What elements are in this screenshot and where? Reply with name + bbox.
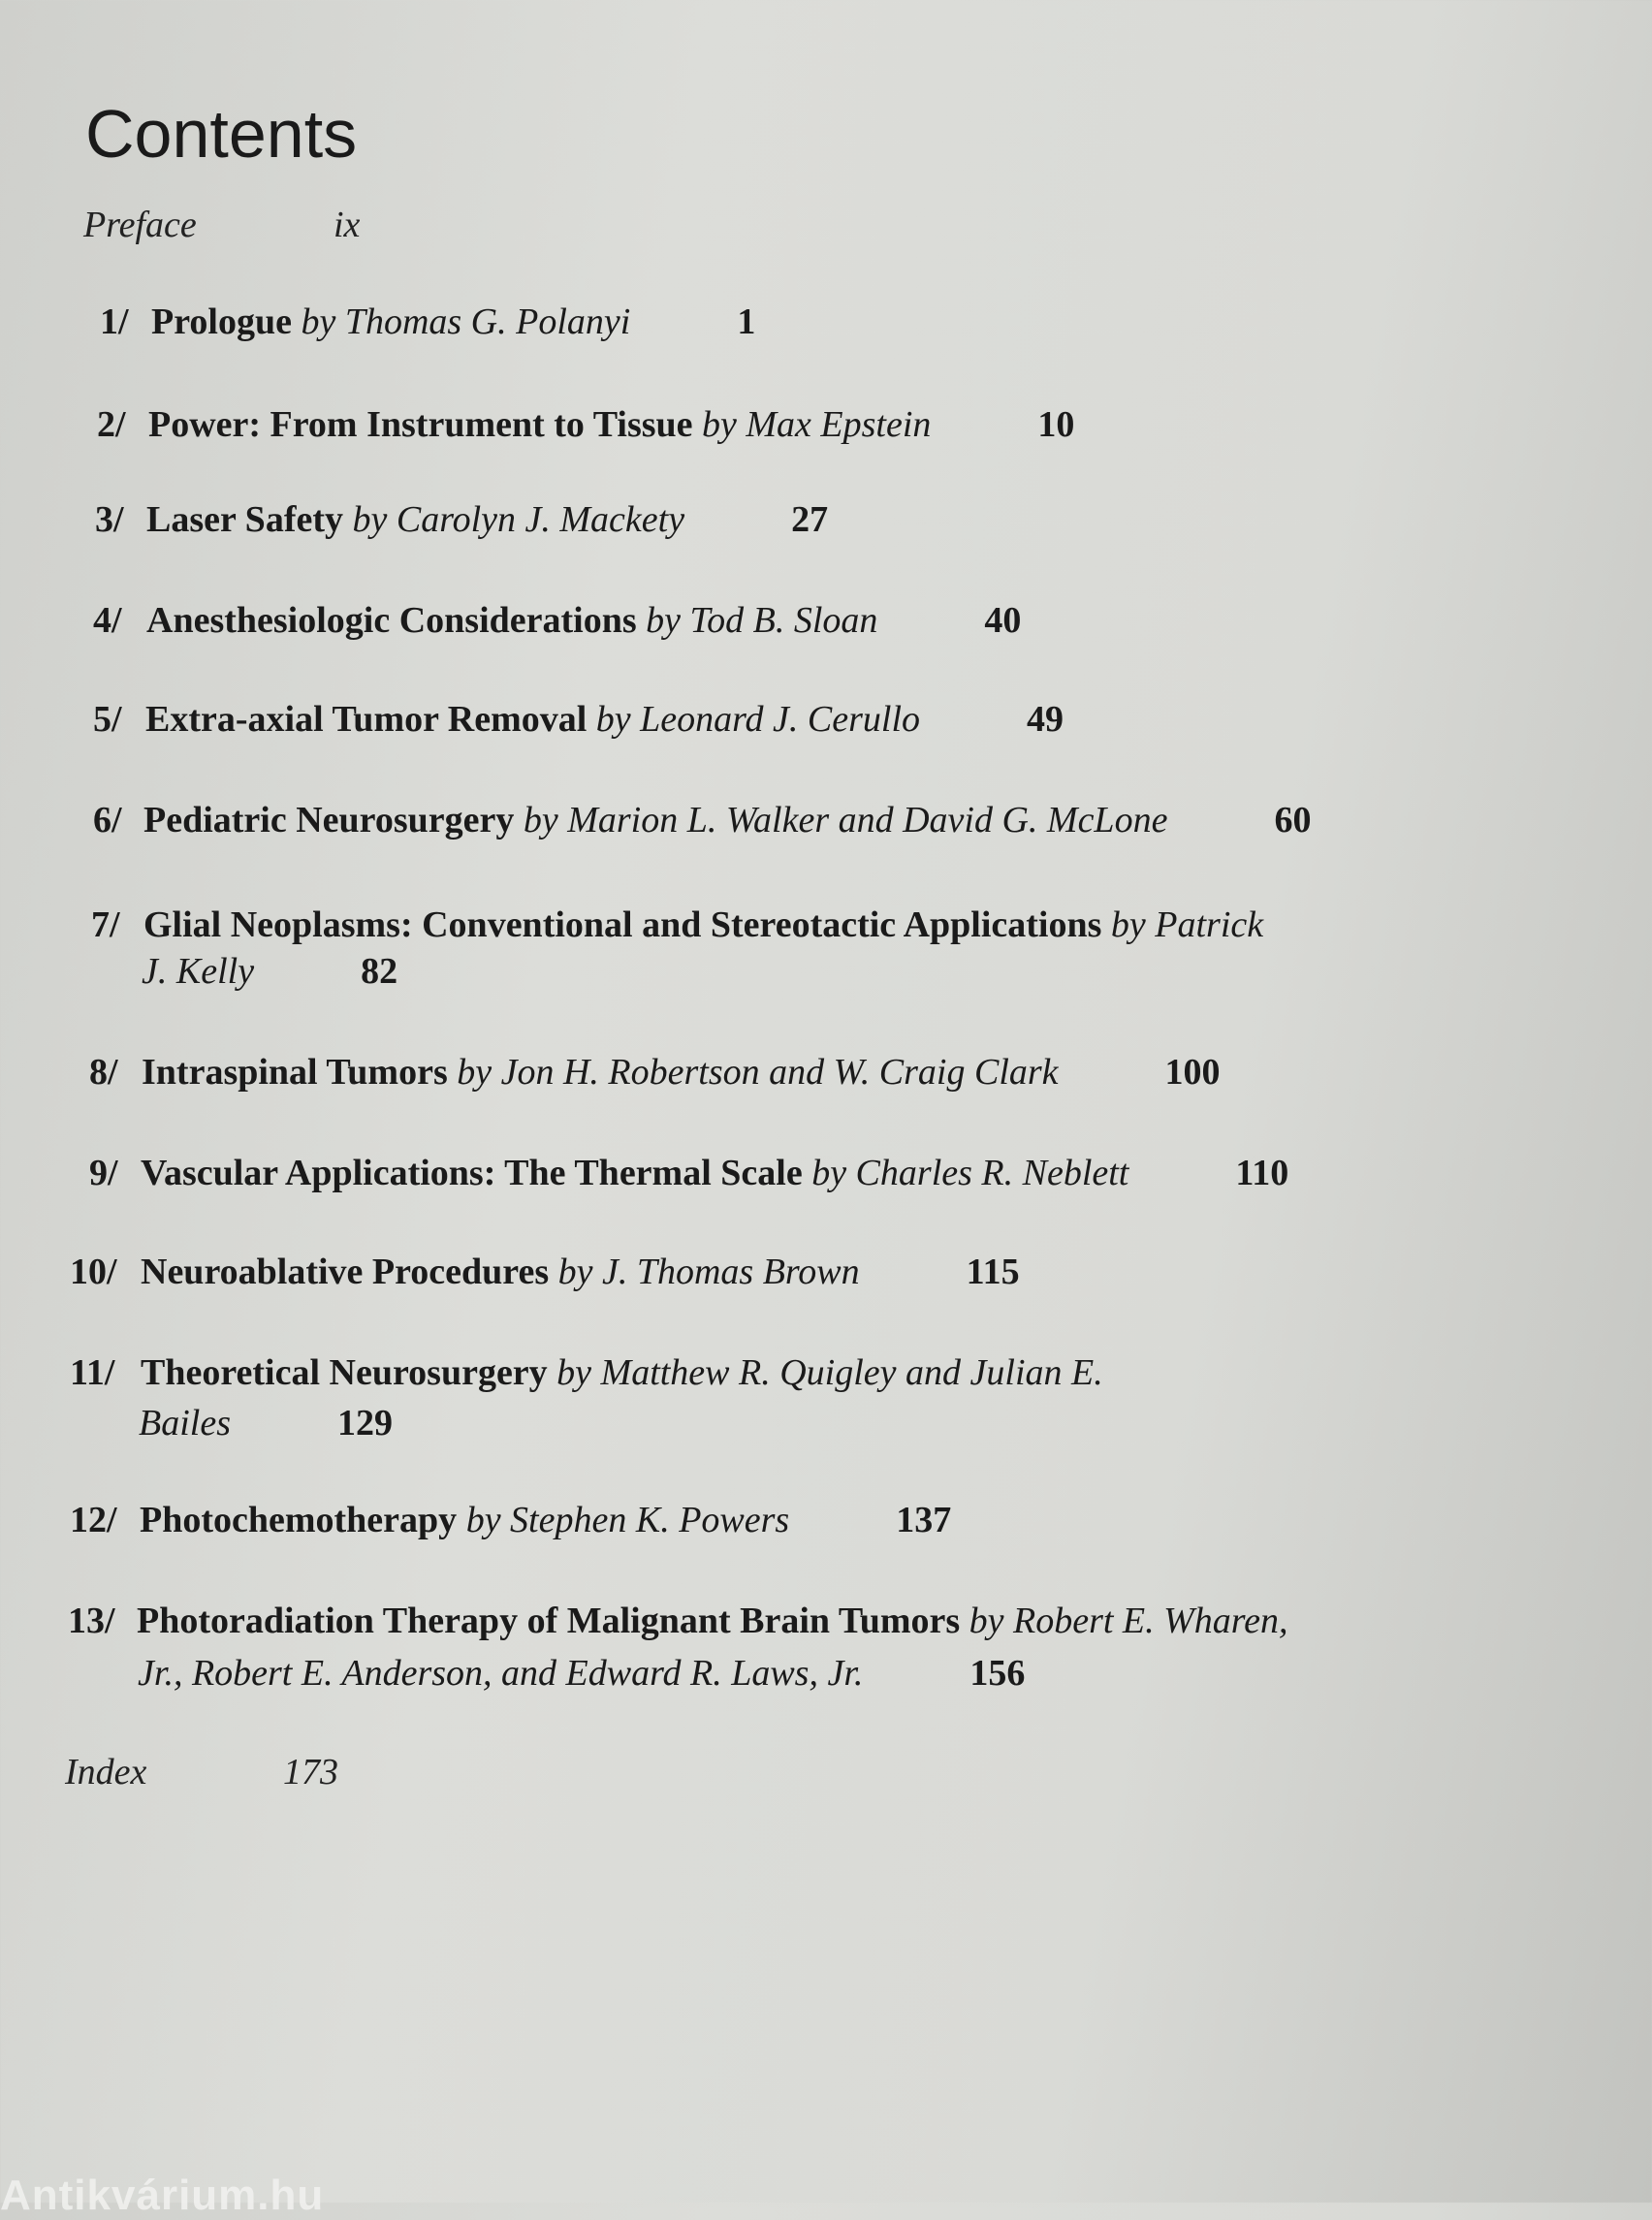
entry-line <box>146 597 1021 644</box>
entry-number: 4/ <box>93 600 122 641</box>
entry-author: by Tod B. Sloan <box>646 600 878 641</box>
preface-row <box>83 204 361 246</box>
entry-page: 115 <box>966 1252 1020 1292</box>
entry-number: 3/ <box>95 499 124 540</box>
entry-author: by Carolyn J. Mackety <box>352 499 685 540</box>
entry-number: 11/ <box>70 1352 115 1393</box>
entry-line <box>141 1150 1288 1196</box>
index-label: Index <box>65 1752 147 1792</box>
entry-title: Glial Neoplasms: Conventional and Stereotactic Applications <box>143 904 1102 945</box>
index-row <box>65 1751 338 1793</box>
entry-author-continued: Bailes <box>139 1403 231 1443</box>
entry-line-continued <box>139 1400 393 1446</box>
entry-author: by Max Epstein <box>702 404 932 445</box>
entry-author: by Robert E. Wharen, <box>969 1601 1288 1641</box>
entry-page: 49 <box>1027 699 1064 740</box>
entry-page: 10 <box>1037 404 1075 445</box>
entry-number: 13/ <box>68 1601 115 1641</box>
watermark-text: Antikvárium.hu <box>0 2172 325 2219</box>
entry-line <box>141 1349 1103 1396</box>
entry-title: Theoretical Neurosurgery <box>141 1352 548 1393</box>
entry-author: by Charles R. Neblett <box>811 1153 1129 1193</box>
entry-line <box>148 401 1074 448</box>
entry-line <box>151 299 755 345</box>
entry-page: 156 <box>969 1653 1026 1694</box>
page-title: Contents <box>85 96 358 172</box>
entry-line <box>146 496 828 543</box>
index-page: 173 <box>283 1752 338 1792</box>
entry-number: 7/ <box>91 904 120 945</box>
entry-number: 1/ <box>100 301 129 342</box>
entry-author: by J. Thomas Brown <box>557 1252 860 1292</box>
entry-author: by Marion L. Walker and David G. McLone <box>523 800 1168 840</box>
entry-author: by Leonard J. Cerullo <box>595 699 921 740</box>
entry-line <box>142 1049 1221 1095</box>
entry-line <box>140 1497 951 1543</box>
entry-number: 12/ <box>70 1500 117 1540</box>
entry-title: Anesthesiologic Considerations <box>146 600 637 641</box>
entry-page: 82 <box>361 951 398 992</box>
entry-author: by Thomas G. Polanyi <box>301 301 631 342</box>
entry-number: 10/ <box>70 1252 117 1292</box>
entry-author: by Stephen K. Powers <box>465 1500 790 1540</box>
entry-page: 100 <box>1164 1052 1221 1093</box>
entry-page: 27 <box>791 499 829 540</box>
entry-page: 40 <box>984 600 1022 641</box>
entry-number: 6/ <box>93 800 122 840</box>
entry-line <box>143 797 1311 843</box>
entry-author-continued: Jr., Robert E. Anderson, and Edward R. Laws, Jr. <box>138 1653 864 1694</box>
entry-title: Power: From Instrument to Tissue <box>148 404 693 445</box>
entry-title: Neuroablative Procedures <box>141 1252 550 1292</box>
entry-author: by Jon H. Robertson and W. Craig Clark <box>457 1052 1059 1093</box>
entry-line <box>137 1598 1288 1644</box>
entry-author: by Patrick <box>1110 904 1264 945</box>
preface-page: ix <box>334 205 361 245</box>
entry-page: 110 <box>1235 1153 1289 1193</box>
entry-line-continued <box>138 1650 1025 1697</box>
entry-line <box>145 696 1064 743</box>
entry-title: Intraspinal Tumors <box>142 1052 448 1093</box>
entry-title: Photochemotherapy <box>140 1500 458 1540</box>
entry-author-continued: J. Kelly <box>142 951 255 992</box>
entry-line-continued <box>142 948 397 995</box>
preface-label: Preface <box>83 205 197 245</box>
entry-line <box>141 1249 1020 1295</box>
entry-page: 60 <box>1274 800 1312 840</box>
entry-number: 9/ <box>89 1153 118 1193</box>
entry-page: 1 <box>737 301 756 342</box>
entry-title: Laser Safety <box>146 499 343 540</box>
entry-page: 137 <box>896 1500 952 1540</box>
entry-title: Prologue <box>151 301 292 342</box>
entry-line <box>143 902 1263 948</box>
entry-title: Pediatric Neurosurgery <box>143 800 515 840</box>
entry-title: Extra-axial Tumor Removal <box>145 699 588 740</box>
entry-title: Vascular Applications: The Thermal Scale <box>141 1153 803 1193</box>
entry-author: by Matthew R. Quigley and Julian E. <box>556 1352 1103 1393</box>
entry-page: 129 <box>336 1403 393 1443</box>
entry-number: 8/ <box>89 1052 118 1093</box>
entry-number: 2/ <box>97 404 126 445</box>
entry-title: Photoradiation Therapy of Malignant Brain Tumors <box>137 1601 961 1641</box>
entry-number: 5/ <box>93 699 122 740</box>
